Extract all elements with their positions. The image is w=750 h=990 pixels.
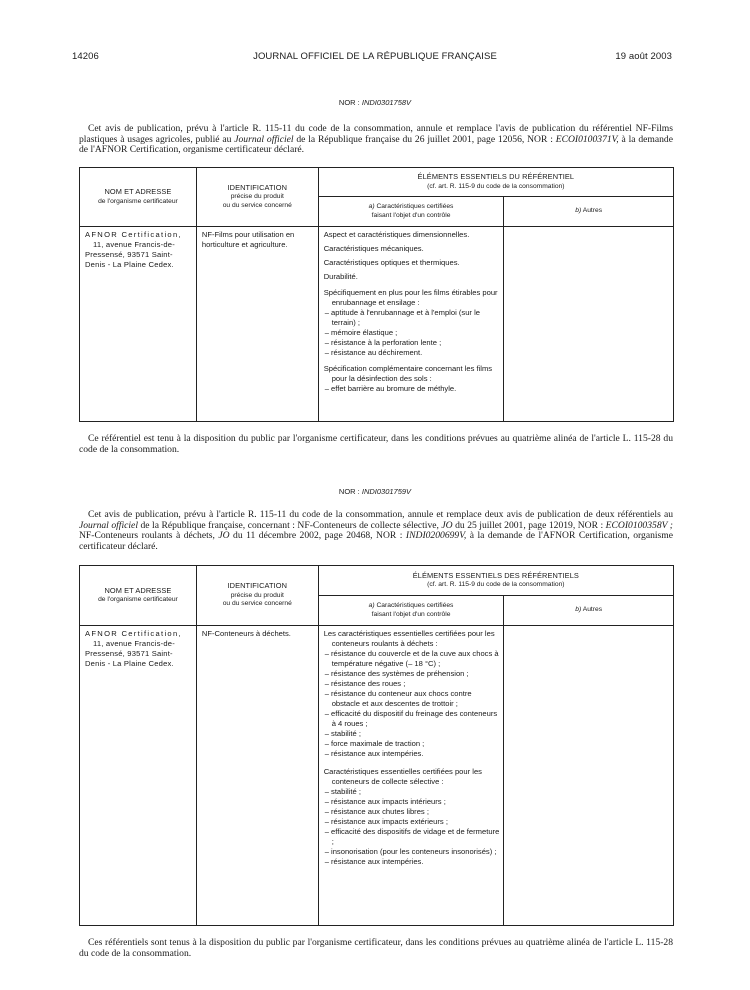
list-item-text: Caractéristiques essentielles certifiées pour les conteneurs de collecte sélective : bbox=[323, 767, 482, 786]
header-line: précise du produit bbox=[230, 193, 284, 201]
col-header-elements bbox=[318, 566, 673, 596]
list-item: – résistance à la perforation lente ; bbox=[324, 338, 442, 347]
sub-header-certified bbox=[318, 596, 504, 626]
header-line: (cf. art. R. 115-9 du code de la consommation) bbox=[427, 581, 565, 588]
col-header-elements bbox=[318, 168, 673, 197]
list-item-text: Spécification complémentaire concernant les films pour la désinfection des sols : bbox=[323, 364, 493, 383]
organism-address-line: 11, avenue Francis-de- bbox=[93, 240, 175, 249]
list-item: – efficacité du dispositif du freinage des conteneurs à 4 roues ; bbox=[324, 709, 498, 728]
sub-prefix: a) bbox=[368, 203, 375, 210]
issue-date: 19 août 2003 bbox=[615, 51, 672, 62]
list-item: – stabilité ; bbox=[324, 729, 361, 738]
characteristics-cell bbox=[318, 626, 504, 926]
list-item: – résistance du conteneur aux chocs contre obstacle et aux descentes de trottoir ; bbox=[324, 689, 472, 708]
intro-italic: JO bbox=[441, 519, 453, 531]
col-header-organism bbox=[80, 566, 197, 626]
list-item: – force maximale de traction ; bbox=[324, 739, 425, 748]
list-item: – aptitude à l'enrubannage et à l'emploi (sur le terrain) ; bbox=[324, 308, 480, 327]
other-cell bbox=[504, 227, 674, 422]
organism-address-line: Denis - La Plaine Cedex. bbox=[85, 659, 174, 668]
header-line: IDENTIFICATION bbox=[227, 581, 288, 591]
intro-text: Cet avis de publication, prévu à l'article R. 115-11 du code de la consommation, annule et remplace deux avis de publication de deux référentiels au bbox=[88, 509, 673, 520]
sub-header-other bbox=[504, 596, 674, 626]
list-item: Caractéristiques mécaniques. bbox=[323, 244, 424, 253]
sub-label: faisant l'objet d'un contrôle bbox=[371, 610, 451, 618]
sub-header-certified bbox=[318, 197, 504, 227]
list-item: – résistance aux intempéries. bbox=[324, 749, 424, 758]
list-item: – résistance aux impacts extérieurs ; bbox=[324, 817, 448, 826]
list-item bbox=[324, 364, 500, 384]
page-number: 14206 bbox=[72, 51, 99, 62]
organism-address-line: 11, avenue Francis-de- bbox=[93, 639, 175, 648]
sub-label: Autres bbox=[582, 606, 603, 614]
intro-text: de la République française, concernant : NF-Conteneurs de collecte sélective, bbox=[137, 519, 442, 531]
list-item: – mémoire élastique ; bbox=[324, 328, 398, 337]
nor-label: NOR : bbox=[338, 487, 360, 496]
list-item: Caractéristiques optiques et thermiques. bbox=[323, 258, 460, 267]
list-item: – résistance du couvercle et de la cuve aux chocs à température négative (– 18 °C) ; bbox=[324, 649, 499, 668]
product-cell: NF-Films pour utilisation en horticulture et agriculture. bbox=[196, 227, 318, 422]
referential-table-1 bbox=[79, 167, 674, 422]
list-item: – insonorisation (pour les conteneurs insonorisés) ; bbox=[324, 847, 497, 856]
intro-text: à la demande de l'AFNOR Certification, organisme certificateur déclaré. bbox=[79, 530, 673, 552]
intro-text: du 25 juillet 2001, page 12019, NOR : bbox=[452, 519, 606, 531]
list-item: – effet barrière au bromure de méthyle. bbox=[324, 384, 457, 393]
list-item: – efficacité des dispositifs de vidage et de fermeture ; bbox=[324, 827, 500, 846]
intro-italic: JO bbox=[218, 530, 230, 542]
organism-address-line: Denis - La Plaine Cedex. bbox=[85, 260, 174, 269]
intro-italic: Journal officiel bbox=[234, 133, 294, 145]
header-line: ou du service concerné bbox=[222, 201, 292, 209]
list-item-text: Spécifiquement en plus pour les films étirables pour enrubannage et ensilage : bbox=[323, 288, 498, 307]
col-header-identification bbox=[196, 168, 318, 227]
intro-text: NF-Conteneurs roulants à déchets, bbox=[79, 530, 219, 542]
header-line: (cf. art. R. 115-9 du code de la consommation) bbox=[427, 182, 565, 190]
nor-code: INDI0301758V bbox=[361, 98, 412, 107]
intro-italic: ECOI0100358V ; bbox=[605, 519, 673, 531]
header-line: ÉLÉMENTS ESSENTIELS DU RÉFÉRENTIEL bbox=[417, 172, 575, 181]
list-item: – résistance aux intempéries. bbox=[324, 857, 424, 866]
notice-1-outro: Ce référentiel est tenu à la disposition du public par l'organisme certificateur, dans les conditions prévues au quatrième alinéa de l'article L. 115-28 du code de la consommation. bbox=[79, 433, 673, 455]
intro-italic: Journal officiel bbox=[79, 519, 138, 531]
nor-code: INDI0301759V bbox=[361, 487, 412, 496]
organism-address-line: Pressensé, 93571 Saint- bbox=[85, 649, 173, 658]
list-item bbox=[324, 629, 500, 649]
list-item: Aspect et caractéristiques dimensionnelles. bbox=[323, 230, 470, 239]
header-line: ÉLÉMENTS ESSENTIELS DES RÉFÉRENTIELS bbox=[412, 570, 579, 580]
sub-prefix: b) bbox=[575, 207, 582, 215]
header-line: ou du service concerné bbox=[222, 600, 292, 608]
list-item bbox=[324, 288, 500, 308]
nor-reference-2 bbox=[0, 487, 750, 496]
list-item bbox=[324, 767, 500, 787]
list-item-text: Les caractéristiques essentielles certifiées pour les conteneurs roulants à déchets : bbox=[323, 629, 495, 648]
list-item: Durabilité. bbox=[323, 272, 358, 281]
intro-text: de la République française du 26 juillet 2001, page 12056, NOR : bbox=[293, 133, 556, 145]
organism-cell bbox=[80, 227, 197, 422]
sub-header-other bbox=[504, 197, 674, 227]
organism-cell bbox=[80, 626, 197, 926]
nor-reference-1 bbox=[0, 98, 750, 107]
header-line: NOM ET ADRESSE bbox=[104, 585, 172, 595]
list-item: – résistance des systèmes de préhension ; bbox=[324, 669, 469, 678]
col-header-identification bbox=[196, 566, 318, 626]
header-line: de l'organisme certificateur bbox=[98, 596, 178, 603]
col-header-organism bbox=[80, 168, 197, 227]
sub-label: Caractéristiques certifiées bbox=[376, 203, 454, 210]
organism-name: AFNOR Certification, bbox=[85, 629, 182, 638]
list-item: – résistance aux chutes libres ; bbox=[324, 807, 429, 816]
list-item: – stabilité ; bbox=[324, 787, 361, 796]
sub-label: faisant l'objet d'un contrôle bbox=[371, 211, 451, 219]
intro-italic: INDI0200699V, bbox=[405, 530, 467, 542]
list-item: – résistance aux impacts intérieurs ; bbox=[324, 797, 446, 806]
referential-table-2 bbox=[79, 565, 674, 926]
sub-prefix: a) bbox=[368, 602, 375, 609]
header-line: IDENTIFICATION bbox=[227, 182, 288, 192]
notice-1-intro bbox=[79, 124, 673, 156]
intro-italic: ECOI0100371V, bbox=[555, 133, 619, 145]
nor-label: NOR : bbox=[338, 98, 360, 107]
list-item: – résistance des roues ; bbox=[324, 679, 406, 688]
journal-title: JOURNAL OFFICIEL DE LA RÉPUBLIQUE FRANÇAISE bbox=[253, 51, 497, 62]
characteristics-cell bbox=[318, 227, 504, 422]
other-cell bbox=[504, 626, 674, 926]
intro-text: du 11 décembre 2002, page 20468, NOR : bbox=[229, 530, 406, 542]
organism-address-line: Pressensé, 93571 Saint- bbox=[85, 250, 173, 259]
list-item: – résistance au déchirement. bbox=[324, 348, 423, 357]
notice-2-intro bbox=[79, 510, 673, 552]
notice-2-outro: Ces référentiels sont tenus à la disposition du public par l'organisme certificateur, dans les conditions prévues au quatrième alinéa de l'article L. 115-28 du code de la consommation. bbox=[79, 937, 673, 959]
sub-label: Autres bbox=[582, 207, 603, 215]
header-line: précise du produit bbox=[230, 591, 284, 599]
sub-label: Caractéristiques certifiées bbox=[376, 602, 454, 609]
header-line: de l'organisme certificateur bbox=[98, 197, 178, 205]
intro-text: à la demande de l'AFNOR Certification, organisme certificateur déclaré. bbox=[79, 133, 673, 156]
sub-prefix: b) bbox=[575, 606, 582, 614]
product-cell: NF-Conteneurs à déchets. bbox=[196, 626, 318, 926]
intro-text: Cet avis de publication, prévu à l'article R. 115-11 du code de la consommation, annule et remplace l'avis de publication du référentiel NF-Films plastiques à usages agricoles, publié au bbox=[79, 123, 673, 145]
header-line: NOM ET ADRESSE bbox=[104, 187, 172, 196]
organism-name: AFNOR Certification, bbox=[85, 230, 182, 239]
